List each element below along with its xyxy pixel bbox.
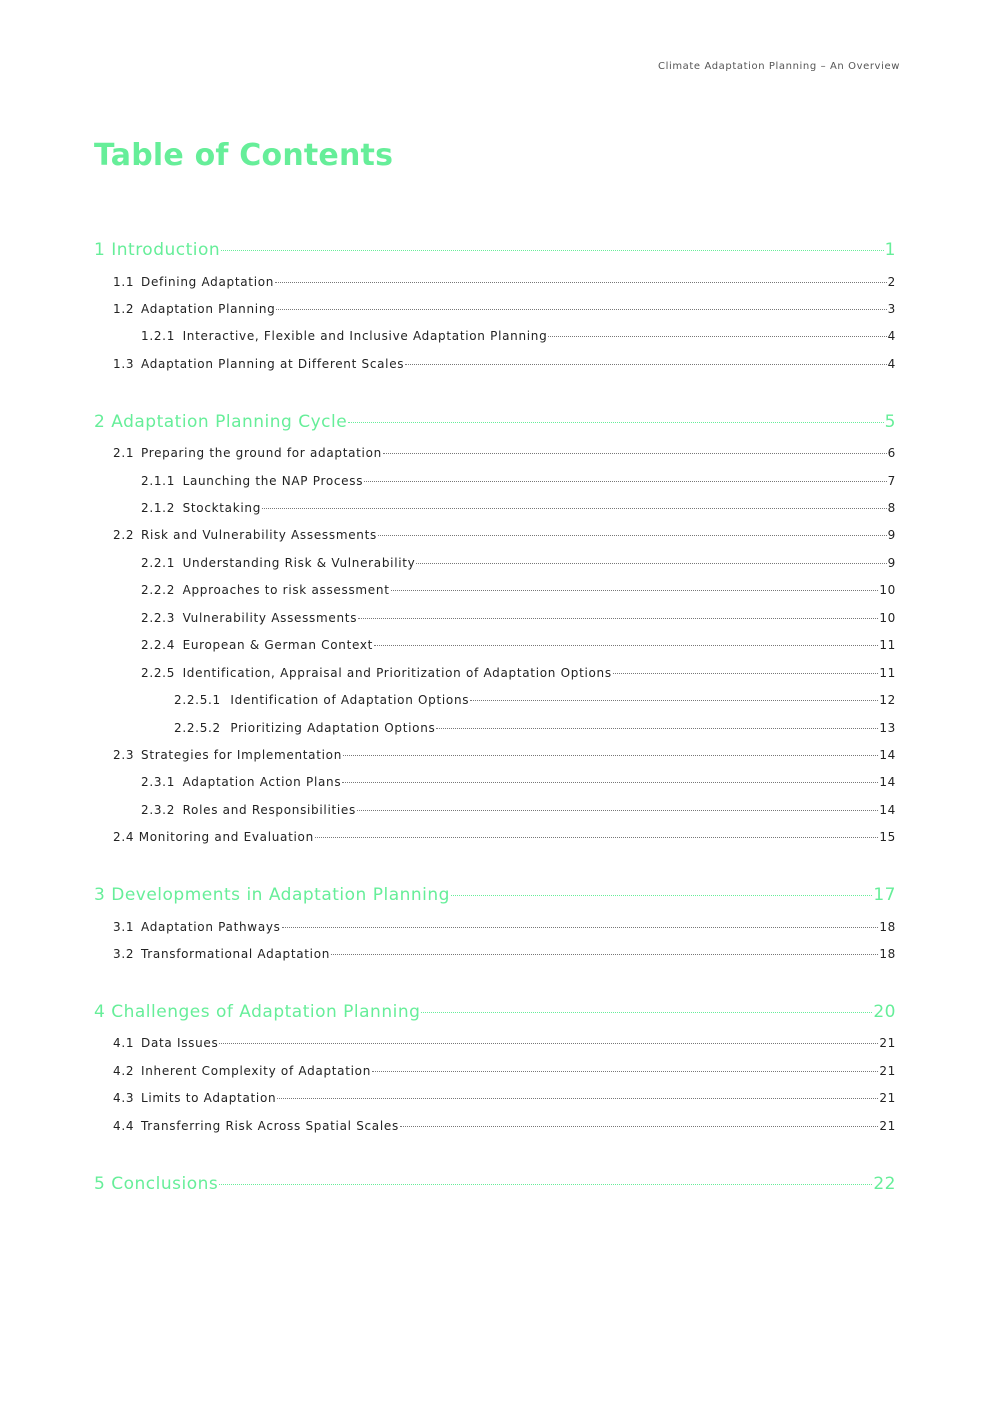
entry-title: Stocktaking xyxy=(182,501,262,515)
dot-leader xyxy=(277,1098,878,1099)
toc-chapter-2[interactable] xyxy=(94,412,896,432)
entry-title: Adaptation Action Plans xyxy=(182,775,342,789)
dot-leader xyxy=(219,1043,878,1044)
entry-number: 2.1.2 xyxy=(141,501,176,515)
toc-subsection-2-2-1[interactable] xyxy=(141,556,896,570)
entry-number: 4.2 xyxy=(113,1064,135,1078)
entry-title: Defining Adaptation xyxy=(141,275,275,289)
entry-title: Preparing the ground for adaptation xyxy=(141,446,382,460)
page-number: 21 xyxy=(879,1119,896,1133)
page-number: 5 xyxy=(884,412,896,432)
dot-leader xyxy=(391,590,879,591)
dot-leader xyxy=(364,481,887,482)
entry-title: Identification, Appraisal and Prioritization of Adaptation Options xyxy=(182,666,612,680)
entry-number: 3.2 xyxy=(113,947,135,961)
page-number: 17 xyxy=(873,885,896,905)
page-number: 12 xyxy=(879,693,896,707)
entry-title: Risk and Vulnerability Assessments xyxy=(141,528,377,542)
toc-section-4-1[interactable] xyxy=(113,1036,896,1050)
dot-leader xyxy=(219,1184,872,1185)
toc-section-2-3[interactable] xyxy=(113,748,896,762)
entry-number: 1 xyxy=(94,240,106,260)
toc-subsection-2-2-2[interactable] xyxy=(141,583,896,597)
toc-chapter-1[interactable] xyxy=(94,240,896,260)
page-number: 10 xyxy=(879,583,896,597)
entry-number: 2.1.1 xyxy=(141,474,176,488)
entry-title: Adaptation Planning xyxy=(141,302,276,316)
page-number: 10 xyxy=(879,611,896,625)
entry-number: 5 xyxy=(94,1174,106,1194)
entry-title: Approaches to risk assessment xyxy=(182,583,390,597)
dot-leader xyxy=(416,563,886,564)
entry-title: Vulnerability Assessments xyxy=(182,611,358,625)
entry-number: 2.2.4 xyxy=(141,638,176,652)
page-number: 15 xyxy=(879,830,896,844)
page-number: 14 xyxy=(879,803,896,817)
page-title: Table of Contents xyxy=(94,138,394,173)
entry-number: 1.1 xyxy=(113,275,135,289)
entry-number: 4 xyxy=(94,1002,106,1022)
entry-title: Launching the NAP Process xyxy=(182,474,364,488)
dot-leader xyxy=(451,895,872,896)
toc-subsection-2-1-2[interactable] xyxy=(141,501,896,515)
page-number: 18 xyxy=(879,947,896,961)
toc-subsection-1-2-1[interactable] xyxy=(141,329,896,343)
toc-chapter-4[interactable] xyxy=(94,1002,896,1022)
toc-subsection-2-2-5[interactable] xyxy=(141,666,896,680)
toc-section-4-3[interactable] xyxy=(113,1091,896,1105)
toc-chapter-3[interactable] xyxy=(94,885,896,905)
toc-subsubsection-2-2-5-1[interactable] xyxy=(174,693,896,707)
page-number: 14 xyxy=(879,775,896,789)
entry-number: 2.2.5.2 xyxy=(174,721,221,735)
dot-leader xyxy=(282,927,879,928)
entry-number: 2.1 xyxy=(113,446,135,460)
toc-subsection-2-3-2[interactable] xyxy=(141,803,896,817)
toc-section-2-4[interactable] xyxy=(113,830,896,844)
page-number: 18 xyxy=(879,920,896,934)
dot-leader xyxy=(331,954,878,955)
page-number: 22 xyxy=(873,1174,896,1194)
toc-subsubsection-2-2-5-2[interactable] xyxy=(174,721,896,735)
toc-subsection-2-2-4[interactable] xyxy=(141,638,896,652)
toc-section-1-1[interactable] xyxy=(113,275,896,289)
entry-title: Prioritizing Adaptation Options xyxy=(230,721,436,735)
toc-section-3-2[interactable] xyxy=(113,947,896,961)
toc-subsection-2-1-1[interactable] xyxy=(141,474,896,488)
dot-leader xyxy=(372,1071,878,1072)
toc-section-2-2[interactable] xyxy=(113,528,896,542)
dot-leader xyxy=(357,810,878,811)
entry-number: 3.1 xyxy=(113,920,135,934)
dot-leader xyxy=(378,535,887,536)
page-number: 4 xyxy=(887,329,896,343)
entry-number: 2.2.2 xyxy=(141,583,176,597)
page-number: 11 xyxy=(879,638,896,652)
dot-leader xyxy=(262,508,887,509)
toc-subsection-2-2-3[interactable] xyxy=(141,611,896,625)
entry-number: 2.2.5.1 xyxy=(174,693,221,707)
entry-title: Transferring Risk Across Spatial Scales xyxy=(141,1119,399,1133)
entry-title: Conclusions xyxy=(111,1174,219,1194)
entry-number: 2.4 xyxy=(113,830,135,844)
entry-title: Data Issues xyxy=(141,1036,219,1050)
entry-title: Strategies for Implementation xyxy=(141,748,342,762)
dot-leader xyxy=(221,250,883,251)
page-number: 13 xyxy=(879,721,896,735)
entry-number: 4.1 xyxy=(113,1036,135,1050)
entry-title: European & German Context xyxy=(182,638,374,652)
toc-section-2-1[interactable] xyxy=(113,446,896,460)
toc-subsection-2-3-1[interactable] xyxy=(141,775,896,789)
page-number: 9 xyxy=(887,528,896,542)
dot-leader xyxy=(348,422,883,423)
entry-title: Monitoring and Evaluation xyxy=(138,830,314,844)
dot-leader xyxy=(358,618,878,619)
dot-leader xyxy=(374,645,878,646)
dot-leader xyxy=(342,782,878,783)
entry-number: 2 xyxy=(94,412,106,432)
toc-section-3-1[interactable] xyxy=(113,920,896,934)
entry-number: 2.2 xyxy=(113,528,135,542)
entry-number: 4.4 xyxy=(113,1119,135,1133)
entry-title: Challenges of Adaptation Planning xyxy=(111,1002,421,1022)
entry-number: 1.2 xyxy=(113,302,135,316)
entry-number: 2.3.2 xyxy=(141,803,176,817)
toc-chapter-5[interactable] xyxy=(94,1174,896,1194)
page-number: 9 xyxy=(887,556,896,570)
dot-leader xyxy=(276,309,886,310)
entry-number: 2.3.1 xyxy=(141,775,176,789)
page-number: 21 xyxy=(879,1036,896,1050)
dot-leader xyxy=(400,1126,878,1127)
entry-number: 2.2.5 xyxy=(141,666,176,680)
page-number: 8 xyxy=(887,501,896,515)
toc-section-1-3[interactable] xyxy=(113,357,896,371)
entry-title: Transformational Adaptation xyxy=(141,947,331,961)
running-header: Climate Adaptation Planning – An Overview xyxy=(657,61,900,72)
dot-leader xyxy=(405,364,886,365)
dot-leader xyxy=(275,282,887,283)
entry-number: 2.3 xyxy=(113,748,135,762)
page-number: 6 xyxy=(887,446,896,460)
entry-title: Roles and Responsibilities xyxy=(182,803,356,817)
entry-title: Inherent Complexity of Adaptation xyxy=(141,1064,372,1078)
page-number: 1 xyxy=(884,240,896,260)
entry-number: 4.3 xyxy=(113,1091,135,1105)
entry-title: Adaptation Planning Cycle xyxy=(111,412,348,432)
page-number: 3 xyxy=(887,302,896,316)
dot-leader xyxy=(315,837,878,838)
dot-leader xyxy=(343,755,878,756)
toc-section-4-4[interactable] xyxy=(113,1119,896,1133)
dot-leader xyxy=(436,728,878,729)
page-number: 21 xyxy=(879,1064,896,1078)
entry-title: Understanding Risk & Vulnerability xyxy=(182,556,416,570)
entry-number: 1.2.1 xyxy=(141,329,176,343)
entry-title: Adaptation Planning at Different Scales xyxy=(141,357,405,371)
dot-leader xyxy=(548,336,886,337)
entry-number: 2.2.3 xyxy=(141,611,176,625)
dot-leader xyxy=(470,700,878,701)
dot-leader xyxy=(421,1012,872,1013)
page-number: 14 xyxy=(879,748,896,762)
entry-title: Introduction xyxy=(111,240,221,260)
page-number: 11 xyxy=(879,666,896,680)
entry-number: 1.3 xyxy=(113,357,135,371)
entry-number: 2.2.1 xyxy=(141,556,176,570)
page-number: 7 xyxy=(887,474,896,488)
entry-title: Interactive, Flexible and Inclusive Adaptation Planning xyxy=(182,329,548,343)
page-number: 4 xyxy=(887,357,896,371)
toc-section-4-2[interactable] xyxy=(113,1064,896,1078)
entry-number: 3 xyxy=(94,885,106,905)
dot-leader xyxy=(613,673,879,674)
entry-title: Identification of Adaptation Options xyxy=(230,693,470,707)
entry-title: Adaptation Pathways xyxy=(141,920,281,934)
page-number: 20 xyxy=(873,1002,896,1022)
entry-title: Limits to Adaptation xyxy=(141,1091,277,1105)
page-number: 2 xyxy=(887,275,896,289)
toc-section-1-2[interactable] xyxy=(113,302,896,316)
page-number: 21 xyxy=(879,1091,896,1105)
dot-leader xyxy=(383,453,887,454)
entry-title: Developments in Adaptation Planning xyxy=(111,885,450,905)
